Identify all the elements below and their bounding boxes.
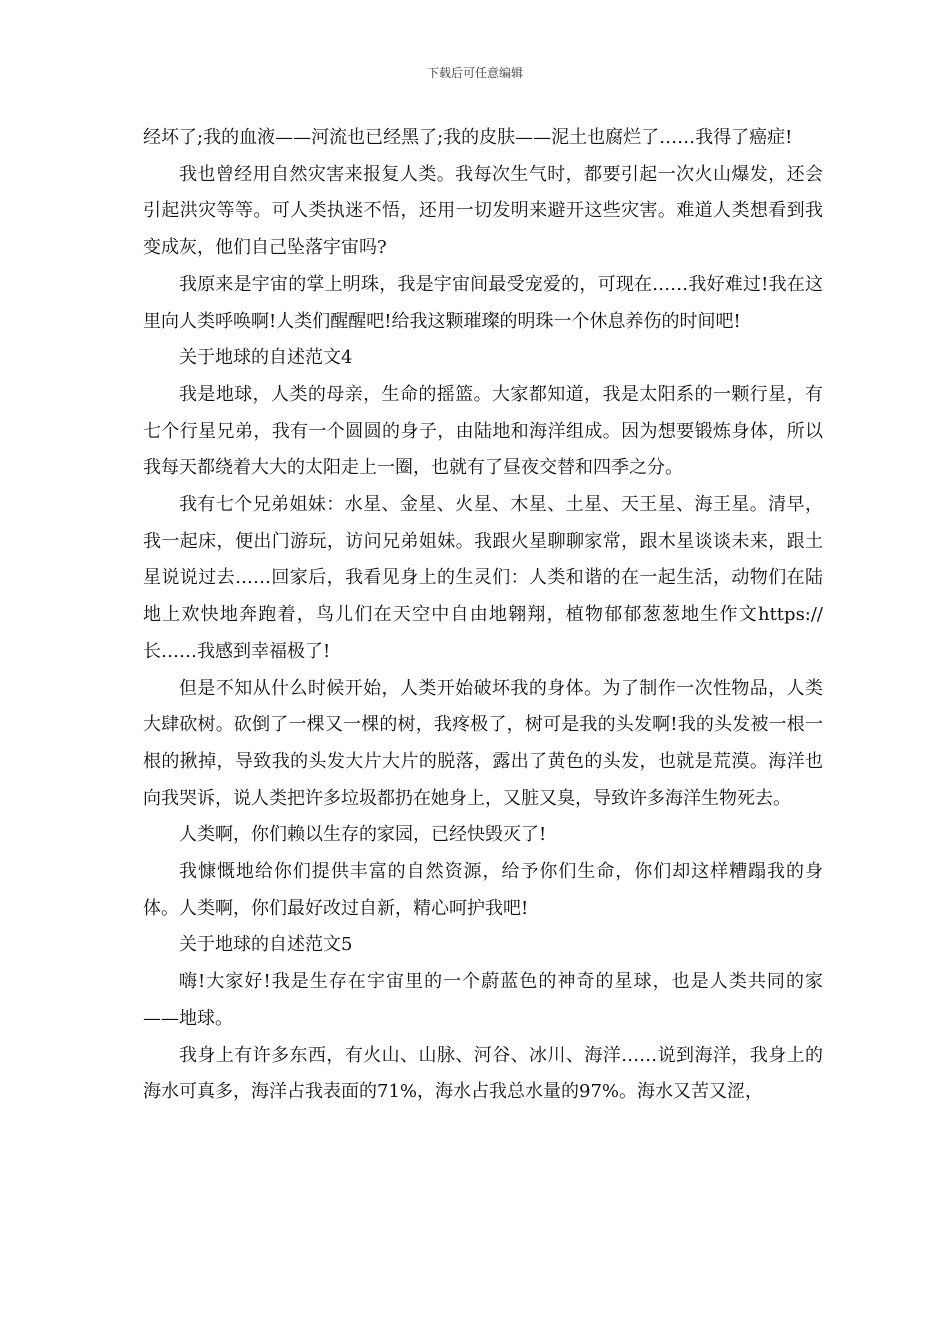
paragraph: 我是地球，人类的母亲，生命的摇篮。大家都知道，我是太阳系的一颗行星，有七个行星兄弟，我有一个圆圆的身子，由陆地和海洋组成。因为想要锻炼身体，所以我每天都绕着大大的太阳走上一圈，也就有了昼夜交替和四季之分。 <box>143 383 823 479</box>
paragraph: 嗨!大家好!我是生存在宇宙里的一个蔚蓝色的神奇的星球，也是人类共同的家——地球。 <box>143 971 823 1029</box>
paragraph: 我有七个兄弟姐妹：水星、金星、火星、木星、土星、天王星、海王星。清早，我一起床，便出门游玩，访问兄弟姐妹。我跟火星聊聊家常，跟木星谈谈未来，跟土星说说过去……回家后，我看见身上的生灵们：人类和谐的在一起生活，动物们在陆地上欢快地奔跑着，鸟儿们在天空中自由地翱翔，植物郁郁葱葱地生作文https://长……我感到幸福极了! <box>143 494 823 662</box>
paragraph: 我身上有许多东西，有火山、山脉、河谷、冰川、海洋……说到海洋，我身上的海水可真多，海洋占我表面的71%，海水占我总水量的97%。海水又苦又涩， <box>143 1044 823 1103</box>
paragraph: 但是不知从什么时候开始，人类开始破坏我的身体。为了制作一次性物品，人类大肆砍树。砍倒了一棵又一棵的树，我疼极了，树可是我的头发啊!我的头发被一根一根的揪掉，导致我的头发大片大片的脱落，露出了黄色的头发，也就是荒漠。海洋也向我哭诉，说人类把许多垃圾都扔在她身上，又脏又臭，导致许多海洋生物死去。 <box>143 677 823 809</box>
paragraph: 经坏了;我的血液——河流也已经黑了;我的皮肤——泥土也腐烂了……我得了癌症! <box>143 127 793 148</box>
section-heading: 关于地球的自述范文5 <box>179 934 353 956</box>
paragraph: 我慷慨地给你们提供丰富的自然资源，给予你们生命，你们却这样糟蹋我的身体。人类啊，你们最好改过自新，精心呵护我吧! <box>143 861 823 919</box>
paragraph: 我原来是宇宙的掌上明珠，我是宇宙间最受宠爱的，可现在……我好难过!我在这里向人类呼唤啊!人类们醒醒吧!给我这颗璀璨的明珠一个休息养伤的时间吧! <box>143 273 823 332</box>
section-heading: 关于地球的自述范文4 <box>179 347 353 369</box>
paragraph: 人类啊，你们赖以生存的家园，已经快毁灭了! <box>179 824 547 846</box>
page-header: 下载后可任意编辑 <box>426 66 523 80</box>
document-body <box>143 120 823 1111</box>
paragraph: 我也曾经用自然灾害来报复人类。我每次生气时，都要引起一次火山爆发，还会引起洪灾等等。可人类执迷不悟，还用一切发明来避开这些灾害。难道人类想看到我变成灰，他们自己坠落宇宙吗? <box>143 163 823 259</box>
